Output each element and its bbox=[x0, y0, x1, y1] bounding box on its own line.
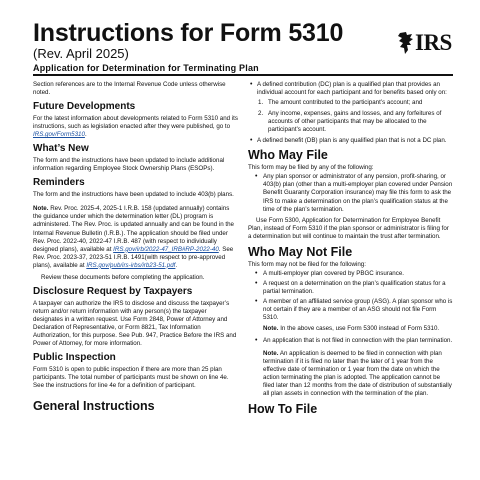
header-rule bbox=[33, 74, 453, 76]
disclosure-heading: Disclosure Request by Taxpayers bbox=[33, 285, 193, 297]
who-may-file-heading: Who May File bbox=[248, 148, 328, 163]
how-to-file-heading: How To File bbox=[248, 402, 318, 417]
who-may-file-bullet: • Any plan sponsor or administrator of any pension, profit-sharing, or 403(b) plan (other than a multi-employer plan covered under Pension Benefit Guaranty Corporation insurance) may file this form to ask the IRS to make a determination on the plan’s qualification status at the time of the plan’s termination. bbox=[248, 173, 453, 213]
form-5300-text: Use Form 5300, Application for Determination for Employee Benefit Plan, instead of Form 5310 if the plan sponsor or administrator is filing for a determination but will continue to maintain the trust after termination. bbox=[248, 216, 449, 240]
future-developments-text: For the latest information about developments related to Form 5310 and its instructions, such as legislation enacted after they were published, go to IRS.gov/Form5310. bbox=[33, 115, 238, 139]
document-title: Instructions for Form 5310 bbox=[33, 19, 344, 47]
revision-date: (Rev. April 2025) bbox=[33, 46, 129, 61]
who-may-file-list bbox=[248, 173, 453, 213]
form5310-link[interactable]: IRS.gov/Form5310 bbox=[33, 131, 85, 139]
reminders-text: The form and the instructions have been updated to include 403(b) plans. bbox=[33, 191, 234, 199]
irb-2022-47-link[interactable]: IRS.gov/irb/2022-47_IRB#RP-2022-40 bbox=[113, 245, 219, 253]
right-column bbox=[248, 81, 453, 418]
list-item: • A multi-employer plan covered by PBGC insurance. bbox=[248, 270, 453, 278]
who-may-not-file-intro: This form may not be filed for the following: bbox=[248, 260, 366, 268]
dc-plan-bullet: • A defined contribution (DC) plan is a qualified plan that provides an individual account for each participant and for benefits based only on: bbox=[248, 81, 453, 97]
general-instructions-heading: General Instructions bbox=[33, 399, 155, 414]
review-text: Review these documents before completing the application. bbox=[41, 273, 205, 281]
who-may-file-intro: This form may be filed by any of the following: bbox=[248, 164, 374, 172]
who-may-not-file-heading: Who May Not File bbox=[248, 244, 353, 259]
intro-text: Section references are to the Internal Revenue Code unless otherwise noted. bbox=[33, 81, 226, 97]
plan-type-list bbox=[248, 81, 453, 97]
numbered-item: 2. Any income, expenses, gains and losses, and any forfeitures of accounts of other participants that may be allocated to the participant’s account. bbox=[258, 110, 442, 134]
irb23-51-link[interactable]: IRS.gov/pub/irs-irbs/irb23-51.pdf bbox=[86, 261, 176, 269]
note-form-5300: Note. In the above cases, use Form 5300 instead of Form 5310. bbox=[263, 325, 440, 333]
irs-logo-text: IRS bbox=[415, 30, 452, 55]
list-item: • A member of an affiliated service group (ASG). A plan sponsor who is not certain if they are a member of an ASG should not file Form 5310. bbox=[248, 298, 453, 322]
dc-benefit-list bbox=[248, 99, 453, 134]
db-plan-list bbox=[248, 137, 453, 145]
eagle-icon bbox=[397, 31, 415, 55]
future-developments-heading: Future Developments bbox=[33, 101, 136, 113]
note-label: Note. bbox=[33, 205, 49, 213]
who-may-not-file-list bbox=[248, 270, 453, 322]
irs-logo bbox=[397, 30, 453, 56]
whats-new-heading: What’s New bbox=[33, 143, 89, 155]
note-deemed-filed: Note. An application is deemed to be filed in connection with plan termination if it is filed no later than the later of 1 year from the effective date of termination or 1 year from the date on which the action terminating the plan is adopted. The application cannot be filed later than 12 months from the date of distribution of substantially all plan assets in connection with the termination of the plan. bbox=[263, 350, 452, 398]
whats-new-text: The form and the instructions have been updated to include additional information regarding Employee Stock Ownership Plans (ESOPs). bbox=[33, 157, 225, 173]
not-in-connection-list bbox=[248, 337, 453, 345]
reminders-heading: Reminders bbox=[33, 177, 85, 189]
form-subtitle: Application for Determination for Terminating Plan bbox=[33, 63, 259, 73]
list-item: • A request on a determination on the plan’s qualification status for a partial termination. bbox=[248, 280, 453, 296]
numbered-item: 1. The amount contributed to the participant’s account; and bbox=[258, 99, 423, 107]
public-inspection-text: Form 5310 is open to public inspection if there are more than 25 plan participants. The total number of participants must be shown on line 4e. See the instructions for line 4e for a definition of participant. bbox=[33, 366, 229, 390]
public-inspection-heading: Public Inspection bbox=[33, 352, 116, 364]
disclosure-text: A taxpayer can authorize the IRS to disclose and discuss the taxpayer’s return and/or return information with any person(s) the taxpayer designates in a written request. Use Form 2848, Power of Attorney and Declaration of Representative, or Form 8821, Tax Information Authorization, for this purpose. See Pub. 947, Practice Before the IRS and Power of Attorney, for more information. bbox=[33, 299, 237, 348]
db-plan-bullet: • A defined benefit (DB) plan is any qualified plan that is not a DC plan. bbox=[248, 137, 453, 145]
rev-proc-note: Note. Rev. Proc. 2025-4, 2025-1 I.R.B. 158 (updated annually) contains the guidance under which the determination letter (DL) program is administered. The Rev. Proc. is updated annually and can be found in the Internal Revenue Bulletin (I.R.B.). The application should be filed under Rev. Proc. 2022-40, 2022-47 I.R.B. 487 (with respect to individually designed plans), available at IRS.gov/irb/2022-47_IRB#RP-2022-40. See Rev. Proc. 2023-37, 2023-51 I.R.B. 1491(with respect to pre-approved plans), available at IRS.gov/pub/irs-irbs/irb23-51.pdf. bbox=[33, 205, 234, 269]
list-item: • An application that is not filed in connection with the plan termination. bbox=[248, 337, 453, 345]
left-column bbox=[33, 81, 238, 415]
